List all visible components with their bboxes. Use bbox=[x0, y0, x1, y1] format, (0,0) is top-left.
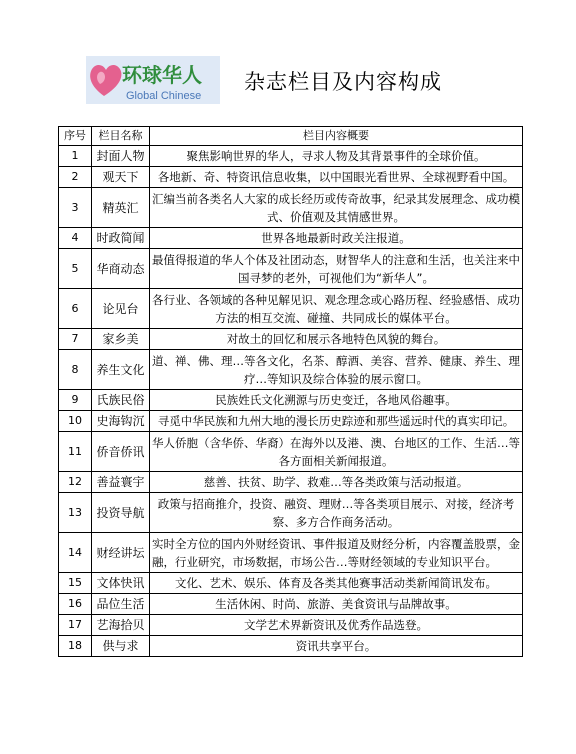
row-no: 9 bbox=[59, 390, 92, 411]
table-row bbox=[59, 167, 523, 188]
row-name: 侨音侨讯 bbox=[92, 432, 150, 472]
table-row bbox=[59, 329, 523, 350]
logo-text: 环球华人 bbox=[122, 63, 202, 87]
row-desc: 政策与招商推介，投资、融资、理财…等各类项目展示、对接，经济考察、多方合作商务活动。 bbox=[150, 493, 523, 533]
row-no: 7 bbox=[59, 329, 92, 350]
row-no: 14 bbox=[59, 533, 92, 573]
page-header bbox=[0, 0, 576, 118]
table-row bbox=[59, 636, 523, 657]
row-name: 养生文化 bbox=[92, 350, 150, 390]
header-desc: 栏目内容概要 bbox=[150, 127, 523, 146]
row-desc: 对故土的回忆和展示各地特色风貌的舞台。 bbox=[150, 329, 523, 350]
row-name: 观天下 bbox=[92, 167, 150, 188]
row-name: 史海钩沉 bbox=[92, 411, 150, 432]
row-name: 财经讲坛 bbox=[92, 533, 150, 573]
row-no: 17 bbox=[59, 615, 92, 636]
row-name: 精英汇 bbox=[92, 188, 150, 228]
table-row bbox=[59, 594, 523, 615]
row-no: 18 bbox=[59, 636, 92, 657]
global-chinese-logo bbox=[86, 56, 220, 104]
row-desc: 民族姓氏文化溯源与历史变迁，各地风俗趣事。 bbox=[150, 390, 523, 411]
row-desc: 各行业、各领域的各种见解见识、观念理念或心路历程、经验感悟、成功方法的相互交流、碰撞、共同成长的媒体平台。 bbox=[150, 289, 523, 329]
row-no: 13 bbox=[59, 493, 92, 533]
header-name: 栏目名称 bbox=[92, 127, 150, 146]
row-desc: 各地新、奇、特资讯信息收集，以中国眼光看世界、全球视野看中国。 bbox=[150, 167, 523, 188]
row-name: 封面人物 bbox=[92, 146, 150, 167]
row-desc: 寻觅中华民族和九州大地的漫长历史踪迹和那些遥远时代的真实印记。 bbox=[150, 411, 523, 432]
table-header-row bbox=[59, 127, 523, 146]
table-row bbox=[59, 249, 523, 289]
column-catalog-table bbox=[58, 126, 523, 657]
row-name: 华商动态 bbox=[92, 249, 150, 289]
row-desc: 文学艺术界新资讯及优秀作品选登。 bbox=[150, 615, 523, 636]
table-row bbox=[59, 615, 523, 636]
logo-subtext: Global Chinese bbox=[126, 90, 202, 102]
table-row bbox=[59, 411, 523, 432]
row-no: 8 bbox=[59, 350, 92, 390]
row-no: 15 bbox=[59, 573, 92, 594]
row-name: 艺海拾贝 bbox=[92, 615, 150, 636]
table-row bbox=[59, 390, 523, 411]
row-no: 12 bbox=[59, 472, 92, 493]
row-desc: 资讯共享平台。 bbox=[150, 636, 523, 657]
row-no: 3 bbox=[59, 188, 92, 228]
table-row bbox=[59, 188, 523, 228]
row-name: 善益寰宇 bbox=[92, 472, 150, 493]
row-desc: 慈善、扶贫、助学、救难…等各类政策与活动报道。 bbox=[150, 472, 523, 493]
page-title: 杂志栏目及内容构成 bbox=[244, 70, 442, 94]
row-name: 论见台 bbox=[92, 289, 150, 329]
row-desc: 世界各地最新时政关注报道。 bbox=[150, 228, 523, 249]
row-name: 品位生活 bbox=[92, 594, 150, 615]
row-desc: 华人侨胞（含华侨、华裔）在海外以及港、澳、台地区的工作、生活…等各方面相关新闻报道。 bbox=[150, 432, 523, 472]
row-no: 4 bbox=[59, 228, 92, 249]
row-no: 16 bbox=[59, 594, 92, 615]
row-desc: 道、禅、佛、理…等各文化，名茶、醇酒、美容、营养、健康、养生、理疗…等知识及综合体验的展示窗口。 bbox=[150, 350, 523, 390]
table-row bbox=[59, 573, 523, 594]
table-row bbox=[59, 289, 523, 329]
row-desc: 汇编当前各类名人大家的成长经历或传奇故事，纪录其发展理念、成功模式、价值观及其情感世界。 bbox=[150, 188, 523, 228]
row-name: 文体快讯 bbox=[92, 573, 150, 594]
table-row bbox=[59, 228, 523, 249]
row-no: 5 bbox=[59, 249, 92, 289]
table-row bbox=[59, 533, 523, 573]
row-name: 家乡美 bbox=[92, 329, 150, 350]
table-row bbox=[59, 493, 523, 533]
row-name: 时政简闻 bbox=[92, 228, 150, 249]
row-desc: 最值得报道的华人个体及社团动态，财智华人的注意和生活，也关注来中国寻梦的老外，可视他们为“新华人”。 bbox=[150, 249, 523, 289]
row-name: 投资导航 bbox=[92, 493, 150, 533]
table-row bbox=[59, 350, 523, 390]
table-row bbox=[59, 432, 523, 472]
table-row bbox=[59, 146, 523, 167]
row-desc: 聚焦影响世界的华人，寻求人物及其背景事件的全球价值。 bbox=[150, 146, 523, 167]
row-no: 1 bbox=[59, 146, 92, 167]
row-no: 10 bbox=[59, 411, 92, 432]
row-no: 11 bbox=[59, 432, 92, 472]
row-desc: 实时全方位的国内外财经资讯、事件报道及财经分析，内容覆盖股票，金融，行业研究，市场数据，市场公告…等财经领域的专业知识平台。 bbox=[150, 533, 523, 573]
row-no: 2 bbox=[59, 167, 92, 188]
row-no: 6 bbox=[59, 289, 92, 329]
row-desc: 文化、艺术、娱乐、体育及各类其他赛事活动类新闻简讯发布。 bbox=[150, 573, 523, 594]
row-name: 供与求 bbox=[92, 636, 150, 657]
row-name: 氏族民俗 bbox=[92, 390, 150, 411]
row-desc: 生活休闲、时尚、旅游、美食资讯与品牌故事。 bbox=[150, 594, 523, 615]
table-row bbox=[59, 472, 523, 493]
header-no: 序号 bbox=[59, 127, 92, 146]
